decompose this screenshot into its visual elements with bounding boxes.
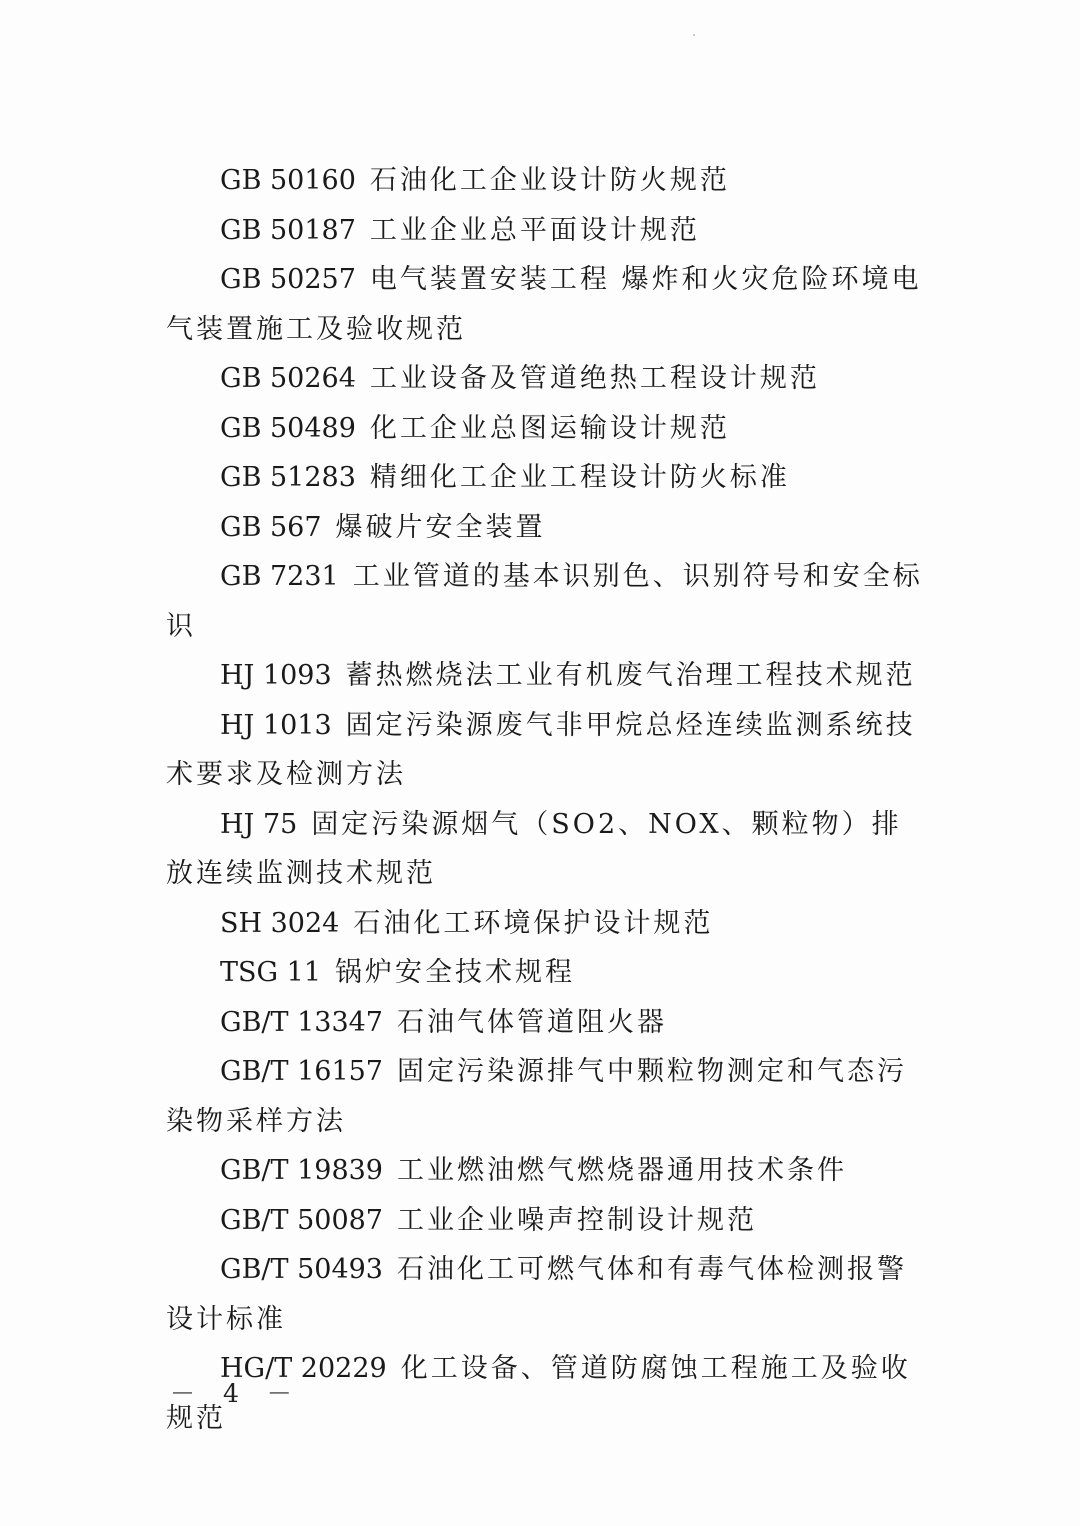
- standard-code: GB 50489: [220, 412, 356, 444]
- standard-title: 工业企业总平面设计规范: [369, 214, 700, 246]
- standard-code: GB 51283: [220, 462, 356, 493]
- standard-code: HG/T 20229: [220, 1353, 387, 1384]
- standard-title: 固定污染源烟气（SO2、NOX、颗粒物）排放连续监测技术规范: [166, 808, 902, 889]
- standard-entry: [166, 552, 926, 651]
- standard-title: 工业燃油燃气燃烧器通用技术条件: [397, 1155, 847, 1186]
- standard-entry: [166, 156, 926, 206]
- standard-entry: [166, 701, 926, 800]
- standard-title: 固定污染源排气中颗粒物测定和气态污染物采样方法: [166, 1056, 907, 1137]
- standard-title: 石油化工可燃气体和有毒气体检测报警设计标准: [166, 1254, 907, 1335]
- standard-code: GB/T 16157: [220, 1056, 383, 1087]
- standard-title: 爆破片安全装置: [335, 511, 546, 543]
- standard-code: HJ 1013: [220, 709, 332, 741]
- standard-title: 工业管道的基本识别色、识别符号和安全标识: [166, 561, 923, 642]
- standard-entry: [166, 800, 926, 899]
- standard-entry: [166, 998, 926, 1048]
- standard-title: 石油气体管道阻火器: [397, 1006, 667, 1038]
- standard-entry: [166, 948, 926, 998]
- standard-code: GB 7231: [220, 561, 339, 592]
- standard-code: SH 3024: [220, 907, 340, 939]
- standard-code: GB 50264: [220, 363, 356, 394]
- standard-title: 电气装置安装工程 爆炸和火灾危险环境电气装置施工及验收规范: [166, 264, 922, 345]
- standard-entry: [166, 404, 926, 454]
- standard-title: 蓄热燃烧法工业有机废气治理工程技术规范: [345, 660, 916, 691]
- standard-entry: [166, 1047, 926, 1146]
- standard-title: 锅炉安全技术规程: [335, 957, 576, 988]
- standard-entry: [166, 354, 926, 404]
- standard-code: GB 50257: [220, 264, 356, 295]
- standard-title: 工业设备及管道绝热工程设计规范: [369, 363, 820, 394]
- standard-title: 工业企业噪声控制设计规范: [397, 1204, 757, 1236]
- standard-entry: [166, 503, 926, 553]
- standard-code: GB/T 50493: [220, 1254, 383, 1285]
- standards-list: [166, 156, 926, 1443]
- standard-entry: [166, 1245, 926, 1344]
- standard-code: GB 567: [220, 511, 322, 543]
- standard-entry: [166, 651, 926, 701]
- standard-entry: [166, 206, 926, 256]
- standard-title: 固定污染源废气非甲烷总烃连续监测系统技术要求及检测方法: [166, 709, 916, 790]
- standard-code: TSG 11: [220, 957, 322, 988]
- standard-code: GB 50160: [220, 165, 356, 196]
- standard-code: GB/T 19839: [220, 1155, 383, 1186]
- standard-entry: [166, 899, 926, 949]
- standard-title: 化工设备、管道防腐蚀工程施工及验收规范: [166, 1353, 911, 1434]
- standard-entry: [166, 1146, 926, 1196]
- scan-speck: [693, 34, 695, 36]
- standard-code: GB/T 50087: [220, 1204, 383, 1236]
- standard-entry: [166, 255, 926, 354]
- standard-title: 石油化工环境保护设计规范: [353, 907, 714, 939]
- page-number: － 4 －: [170, 1379, 302, 1408]
- standard-entry: [166, 1196, 926, 1246]
- standard-title: 化工企业总图运输设计规范: [369, 412, 730, 444]
- standard-title: 精细化工企业工程设计防火标准: [369, 462, 790, 493]
- standard-code: GB/T 13347: [220, 1006, 383, 1038]
- standard-code: HJ 1093: [220, 660, 332, 691]
- standard-code: HJ 75: [220, 808, 298, 840]
- standard-code: GB 50187: [220, 214, 356, 246]
- standard-title: 石油化工企业设计防火规范: [369, 165, 730, 196]
- standard-entry: [166, 453, 926, 503]
